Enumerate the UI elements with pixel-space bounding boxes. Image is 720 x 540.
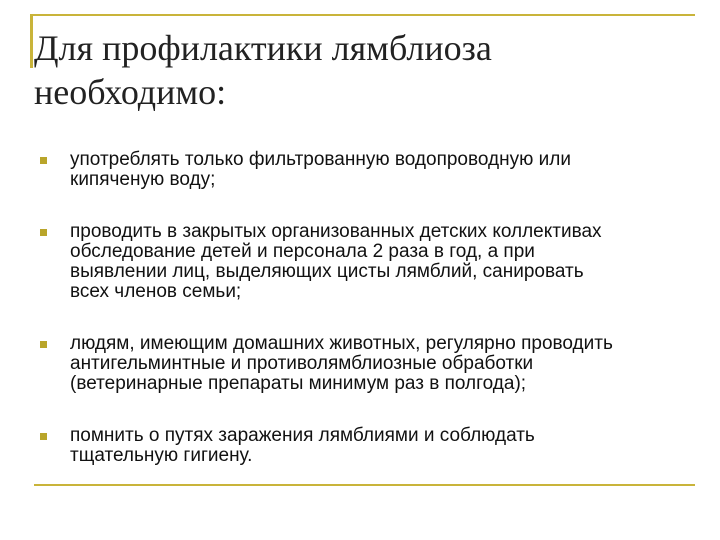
bullet-text <box>70 426 680 466</box>
slide-title <box>34 26 674 114</box>
bullet-item <box>40 426 680 466</box>
bullet-line: тщательную гигиену. <box>70 445 253 466</box>
bullet-line: людям, имеющим домашних животных, регулярно проводить <box>70 333 613 354</box>
bullet-line: проводить в закрытых организованных детских коллективах <box>70 221 602 242</box>
bullet-line: употреблять только фильтрованную водопроводную или <box>70 149 571 170</box>
bullet-item <box>40 150 680 190</box>
bullet-line: кипяченую воду; <box>70 169 216 190</box>
bullet-line: антигельминтные и противолямблиозные обработки <box>70 353 534 374</box>
bullet-line: помнить о путях заражения лямблиями и соблюдать <box>70 425 535 446</box>
bullet-text <box>70 150 680 190</box>
bullet-line: (ветеринарные препараты минимум раз в полгода); <box>70 373 527 394</box>
slide-title-line: Для профилактики лямблиоза <box>34 28 492 68</box>
slide-title-line: необходимо: <box>34 72 227 112</box>
bullet-text <box>70 334 680 394</box>
accent-vertical-line <box>30 14 33 68</box>
bullet-line: обследование детей и персонала 2 раза в год, а при <box>70 241 535 262</box>
bullet-line: всех членов семьи; <box>70 281 242 302</box>
square-bullet-icon <box>40 157 47 164</box>
square-bullet-icon <box>40 341 47 348</box>
bullet-item <box>40 334 680 394</box>
accent-top-line <box>30 14 695 16</box>
bullet-list <box>40 150 680 466</box>
accent-bottom-line <box>34 484 695 486</box>
square-bullet-icon <box>40 433 47 440</box>
square-bullet-icon <box>40 229 47 236</box>
bullet-text <box>70 222 680 302</box>
bullet-line: выявлении лиц, выделяющих цисты лямблий, санировать <box>70 261 584 282</box>
bullet-item <box>40 222 680 302</box>
